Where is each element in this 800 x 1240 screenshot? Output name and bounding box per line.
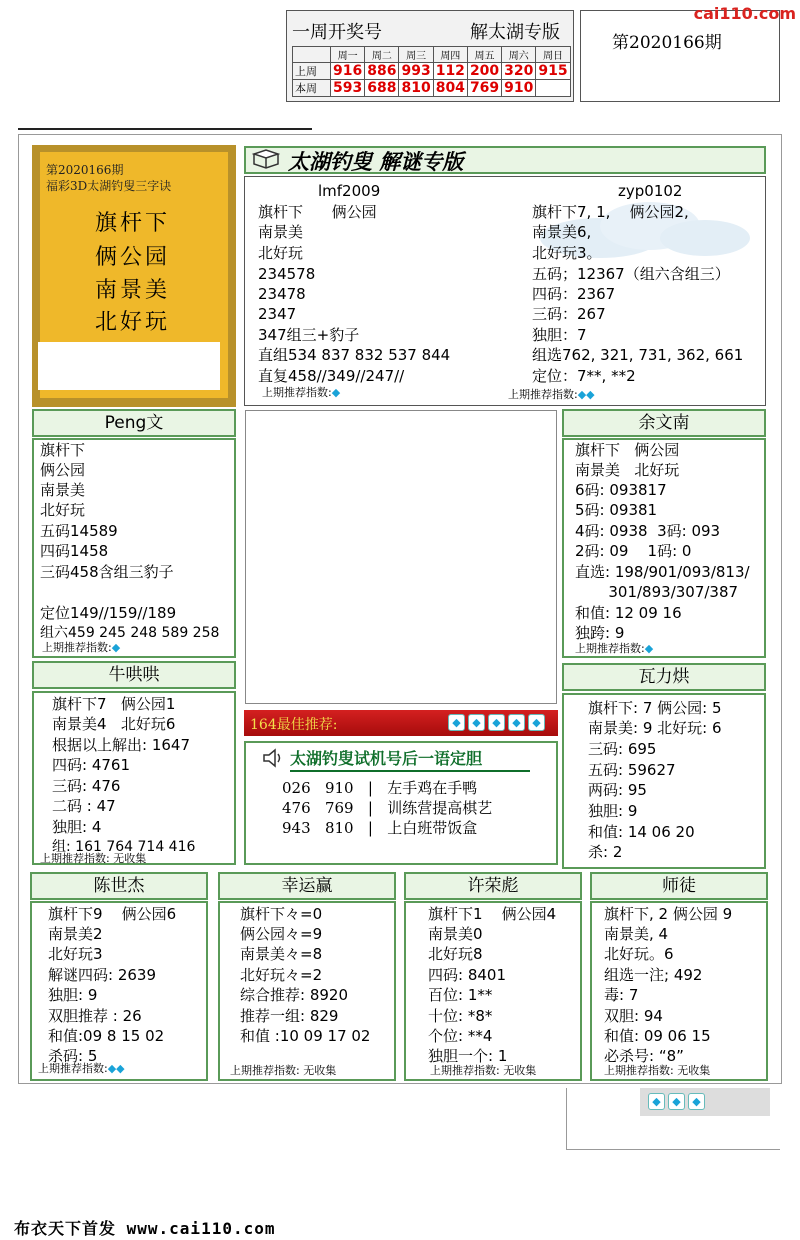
panel-line: 和值: 14 06 20 bbox=[588, 823, 695, 841]
panel-line: 旗杆下 俩公园 bbox=[575, 441, 680, 459]
panel-line: 四码: 4761 bbox=[52, 756, 130, 774]
last-week-label: 上周 bbox=[293, 63, 331, 80]
panel-title-xu: 许荣彪 bbox=[404, 872, 582, 900]
panel-line: 俩公园々=9 bbox=[240, 925, 323, 943]
day-header: 周一 bbox=[331, 47, 365, 63]
panel-line: 南景美々=8 bbox=[240, 945, 323, 963]
panel-line: 根据以上解出: 1647 bbox=[52, 736, 190, 754]
book-icon bbox=[252, 148, 280, 172]
poster-line: 旗杆下 bbox=[95, 211, 171, 236]
poster-subtitle: 第2020166期 福彩3D太湖钓叟三字诀 bbox=[46, 163, 172, 193]
site-logo[interactable]: cai110.com bbox=[693, 4, 796, 23]
panel-title-yu: 余文南 bbox=[562, 409, 766, 437]
panel-line: 和值:09 8 15 02 bbox=[48, 1027, 165, 1045]
panel-line: 推荐一组: 829 bbox=[240, 1007, 339, 1025]
panel-line: 南景美4 北好玩6 bbox=[52, 715, 176, 733]
draw-number: 810 bbox=[399, 80, 433, 97]
analysis-line: 旗杆下 俩公园 bbox=[258, 203, 377, 221]
panel-line: 独跨: 9 bbox=[575, 624, 625, 642]
trial-row: 476 769 | 训练营提高棋艺 bbox=[282, 799, 493, 817]
panel-title-xing: 幸运赢 bbox=[218, 872, 396, 900]
draw-number: 769 bbox=[467, 80, 501, 97]
index-label: 上期推荐指数: 无收集 bbox=[230, 1064, 337, 1077]
panel-line: 5码: 09381 bbox=[575, 501, 658, 519]
analysis-line: 南景美 bbox=[258, 223, 304, 241]
panel-line: 双胆推荐 : 26 bbox=[48, 1007, 142, 1025]
author-name: zyp0102 bbox=[618, 182, 683, 200]
panel-line: 南景美: 9 北好玩: 6 bbox=[588, 719, 722, 737]
divider bbox=[18, 128, 312, 130]
panel-line: 北好玩。6 bbox=[604, 945, 674, 963]
analysis-line: 234578 bbox=[258, 265, 316, 283]
analysis-line: 四码：2367 bbox=[532, 285, 616, 303]
diamond-icon: ◆ bbox=[648, 1093, 665, 1110]
day-header: 周六 bbox=[502, 47, 536, 63]
panel-line: 四码: 8401 bbox=[428, 966, 506, 984]
footer-credit: 布衣天下首发 www.cai110.com bbox=[14, 1219, 276, 1238]
diamond-icon: ◆ bbox=[668, 1093, 685, 1110]
poster-line: 南景美 bbox=[95, 278, 171, 303]
panel-line: 独胆: 9 bbox=[588, 802, 638, 820]
weekly-draw-title: 一周开奖号 bbox=[292, 22, 382, 43]
analysis-line: 直复458//349//247// bbox=[258, 367, 405, 385]
day-header: 周四 bbox=[433, 47, 467, 63]
panel-line: 四码1458 bbox=[40, 542, 109, 560]
draw-number: 112 bbox=[433, 63, 467, 80]
analysis-line: 2347 bbox=[258, 305, 297, 323]
panel-line: 北好玩々=2 bbox=[240, 966, 323, 984]
draw-number: 910 bbox=[502, 80, 536, 97]
index-label: 上期推荐指数: 无收集 bbox=[604, 1064, 711, 1077]
diamond-icon: ◆ bbox=[688, 1093, 705, 1110]
panel-line: 南景美, 4 bbox=[604, 925, 669, 943]
draw-number: 993 bbox=[399, 63, 433, 80]
panel-line: 组选一注; 492 bbox=[604, 966, 703, 984]
panel-line: 组: 161 764 714 416 bbox=[52, 839, 196, 855]
best-recommend-label: 164最佳推荐: bbox=[250, 717, 338, 733]
analysis-line: 北好玩 bbox=[258, 244, 304, 262]
panel-line: 组六459 245 248 589 258 bbox=[40, 625, 220, 641]
index-label: 上期推荐指数:◆◆ bbox=[508, 388, 595, 401]
panel-line: 旗杆下9 俩公园6 bbox=[48, 905, 177, 923]
draw-number: 886 bbox=[365, 63, 399, 80]
panel-line: 综合推荐: 8920 bbox=[240, 986, 348, 1004]
draw-number: 200 bbox=[467, 63, 501, 80]
index-label: 上期推荐指数:◆ bbox=[575, 642, 654, 655]
panel-line: 十位: *8* bbox=[428, 1007, 493, 1025]
diamond-icon: ◆ bbox=[331, 386, 341, 399]
analysis-line: 定位：7**, **2 bbox=[532, 367, 636, 385]
analysis-line: 23478 bbox=[258, 285, 306, 303]
day-header: 周三 bbox=[399, 47, 433, 63]
diamond-icon: ◆ bbox=[644, 642, 654, 655]
poster-blank bbox=[38, 342, 220, 390]
panel-line: 毒: 7 bbox=[604, 986, 639, 1004]
analysis-line: 南景美6, bbox=[532, 223, 592, 241]
analysis-line: 三码：267 bbox=[532, 305, 606, 323]
panel-line: 三码458含组三豹子 bbox=[40, 563, 174, 581]
day-header: 周二 bbox=[365, 47, 399, 63]
panel-line: 和值: 12 09 16 bbox=[575, 604, 682, 622]
panel-title-shi: 师徒 bbox=[590, 872, 768, 900]
panel-line: 旗杆下7 俩公园1 bbox=[52, 695, 176, 713]
panel-line: 独胆: 9 bbox=[48, 986, 98, 1004]
panel-line: 三码: 695 bbox=[588, 740, 657, 758]
panel-line: 三码: 476 bbox=[52, 777, 121, 795]
panel-line: 五码14589 bbox=[40, 522, 118, 540]
center-blank-area bbox=[245, 410, 557, 704]
poster-line: 俩公园 bbox=[95, 245, 171, 270]
draw-number: 688 bbox=[365, 80, 399, 97]
panel-line: 必杀号: “8” bbox=[604, 1047, 684, 1065]
panel-line: 4码: 0938 3码: 093 bbox=[575, 522, 721, 540]
diamond-icon: ◆ bbox=[448, 714, 465, 731]
panel-line: 南景美0 bbox=[428, 925, 483, 943]
panel-line: 两码: 95 bbox=[588, 781, 647, 799]
panel-line: 和值: 09 06 15 bbox=[604, 1027, 711, 1045]
panel-title-peng: Peng文 bbox=[32, 409, 236, 437]
panel-line: 直选: 198/901/093/813/ bbox=[575, 563, 750, 581]
draw-number: 593 bbox=[331, 80, 365, 97]
trial-row: 943 810 | 上白班带饭盒 bbox=[282, 819, 478, 837]
panel-line: 二码 : 47 bbox=[52, 797, 116, 815]
analysis-line: 组选762, 321, 731, 362, 661 bbox=[532, 346, 744, 364]
panel-line: 旗杆下, 2 俩公园 9 bbox=[604, 905, 733, 923]
panel-line: 独胆: 4 bbox=[52, 818, 102, 836]
draw-number: 320 bbox=[502, 63, 536, 80]
analysis-line: 347组三+豹子 bbox=[258, 326, 360, 344]
day-header: 周日 bbox=[536, 47, 570, 63]
panel-line: 北好玩3 bbox=[48, 945, 103, 963]
banner-title: 太湖钓叟 解谜专版 bbox=[288, 149, 464, 174]
diamond-icon: ◆ bbox=[111, 641, 121, 654]
trial-underline bbox=[290, 770, 530, 772]
analysis-line: 北好玩3。 bbox=[532, 244, 602, 262]
panel-line: 个位: **4 bbox=[428, 1027, 493, 1045]
panel-line: 杀码: 5 bbox=[48, 1047, 98, 1065]
draw-number: 804 bbox=[433, 80, 467, 97]
panel-line: 旗杆下1 俩公园4 bbox=[428, 905, 557, 923]
panel-line: 俩公园 bbox=[40, 461, 86, 479]
diamond-icon: ◆ bbox=[488, 714, 505, 731]
edition-title: 解太湖专版 bbox=[470, 22, 560, 43]
panel-line: 旗杆下々=0 bbox=[240, 905, 323, 923]
analysis-line: 独胆：7 bbox=[532, 326, 587, 344]
panel-title-wa: 瓦力烘 bbox=[562, 663, 766, 691]
panel-title-chen: 陈世杰 bbox=[30, 872, 208, 900]
panel-line: 百位: 1** bbox=[428, 986, 493, 1004]
diamond-icon: ◆◆ bbox=[577, 388, 595, 401]
panel-line: 南景美 bbox=[40, 481, 86, 499]
panel-line: 定位149//159//189 bbox=[40, 604, 177, 622]
panel-line: 和值 :10 09 17 02 bbox=[240, 1027, 371, 1045]
panel-line: 解谜四码: 2639 bbox=[48, 966, 156, 984]
diamond-icon: ◆ bbox=[508, 714, 525, 731]
speaker-icon bbox=[262, 748, 286, 768]
index-label: 上期推荐指数:◆ bbox=[262, 386, 341, 399]
draw-number bbox=[536, 80, 570, 97]
panel-line: 北好玩 bbox=[40, 501, 86, 519]
panel-line: 旗杆下 bbox=[40, 441, 86, 459]
trial-title: 太湖钓叟试机号后一语定胆 bbox=[290, 749, 483, 768]
index-label: 上期推荐指数:◆ bbox=[42, 641, 121, 654]
draw-number: 915 bbox=[536, 63, 570, 80]
day-header: 周五 bbox=[467, 47, 501, 63]
analysis-line: 五码；12367（组六含组三） bbox=[532, 265, 730, 283]
panel-line: 6码: 093817 bbox=[575, 481, 667, 499]
panel-line: 杀: 2 bbox=[588, 843, 623, 861]
period-box bbox=[580, 10, 780, 102]
weekly-draw-table bbox=[292, 46, 571, 97]
analysis-line: 直组534 837 832 537 844 bbox=[258, 346, 451, 364]
panel-line: 独胆一个: 1 bbox=[428, 1047, 508, 1065]
diamond-icon: ◆◆ bbox=[107, 1062, 125, 1075]
diamond-rating bbox=[448, 714, 545, 731]
panel-line: 301/893/307/387 bbox=[575, 583, 739, 601]
index-label: 上期推荐指数: 无收集 bbox=[40, 852, 147, 865]
panel-line: 旗杆下: 7 俩公园: 5 bbox=[588, 699, 722, 717]
draw-number: 916 bbox=[331, 63, 365, 80]
this-week-label: 本周 bbox=[293, 80, 331, 97]
panel-line: 五码: 59627 bbox=[588, 761, 676, 779]
diamond-icon: ◆ bbox=[528, 714, 545, 731]
panel-line: 双胆: 94 bbox=[604, 1007, 663, 1025]
panel-line: 2码: 09 1码: 0 bbox=[575, 542, 692, 560]
panel-line: 南景美2 bbox=[48, 925, 103, 943]
panel-line: 南景美 北好玩 bbox=[575, 461, 680, 479]
author-name: lmf2009 bbox=[318, 182, 381, 200]
analysis-line: 旗杆下7, 1, 俩公园2, bbox=[532, 203, 689, 221]
index-label: 上期推荐指数:◆◆ bbox=[38, 1062, 125, 1075]
panel-title-niu: 牛哄哄 bbox=[32, 661, 236, 689]
poster-line: 北好玩 bbox=[95, 310, 171, 335]
period-number: 第2020166期 bbox=[612, 33, 722, 53]
index-label: 上期推荐指数: 无收集 bbox=[430, 1064, 537, 1077]
trial-row: 026 910 | 左手鸡在手鸭 bbox=[282, 779, 478, 797]
panel-line: 北好玩8 bbox=[428, 945, 483, 963]
diamond-rating bbox=[648, 1093, 705, 1110]
diamond-icon: ◆ bbox=[468, 714, 485, 731]
